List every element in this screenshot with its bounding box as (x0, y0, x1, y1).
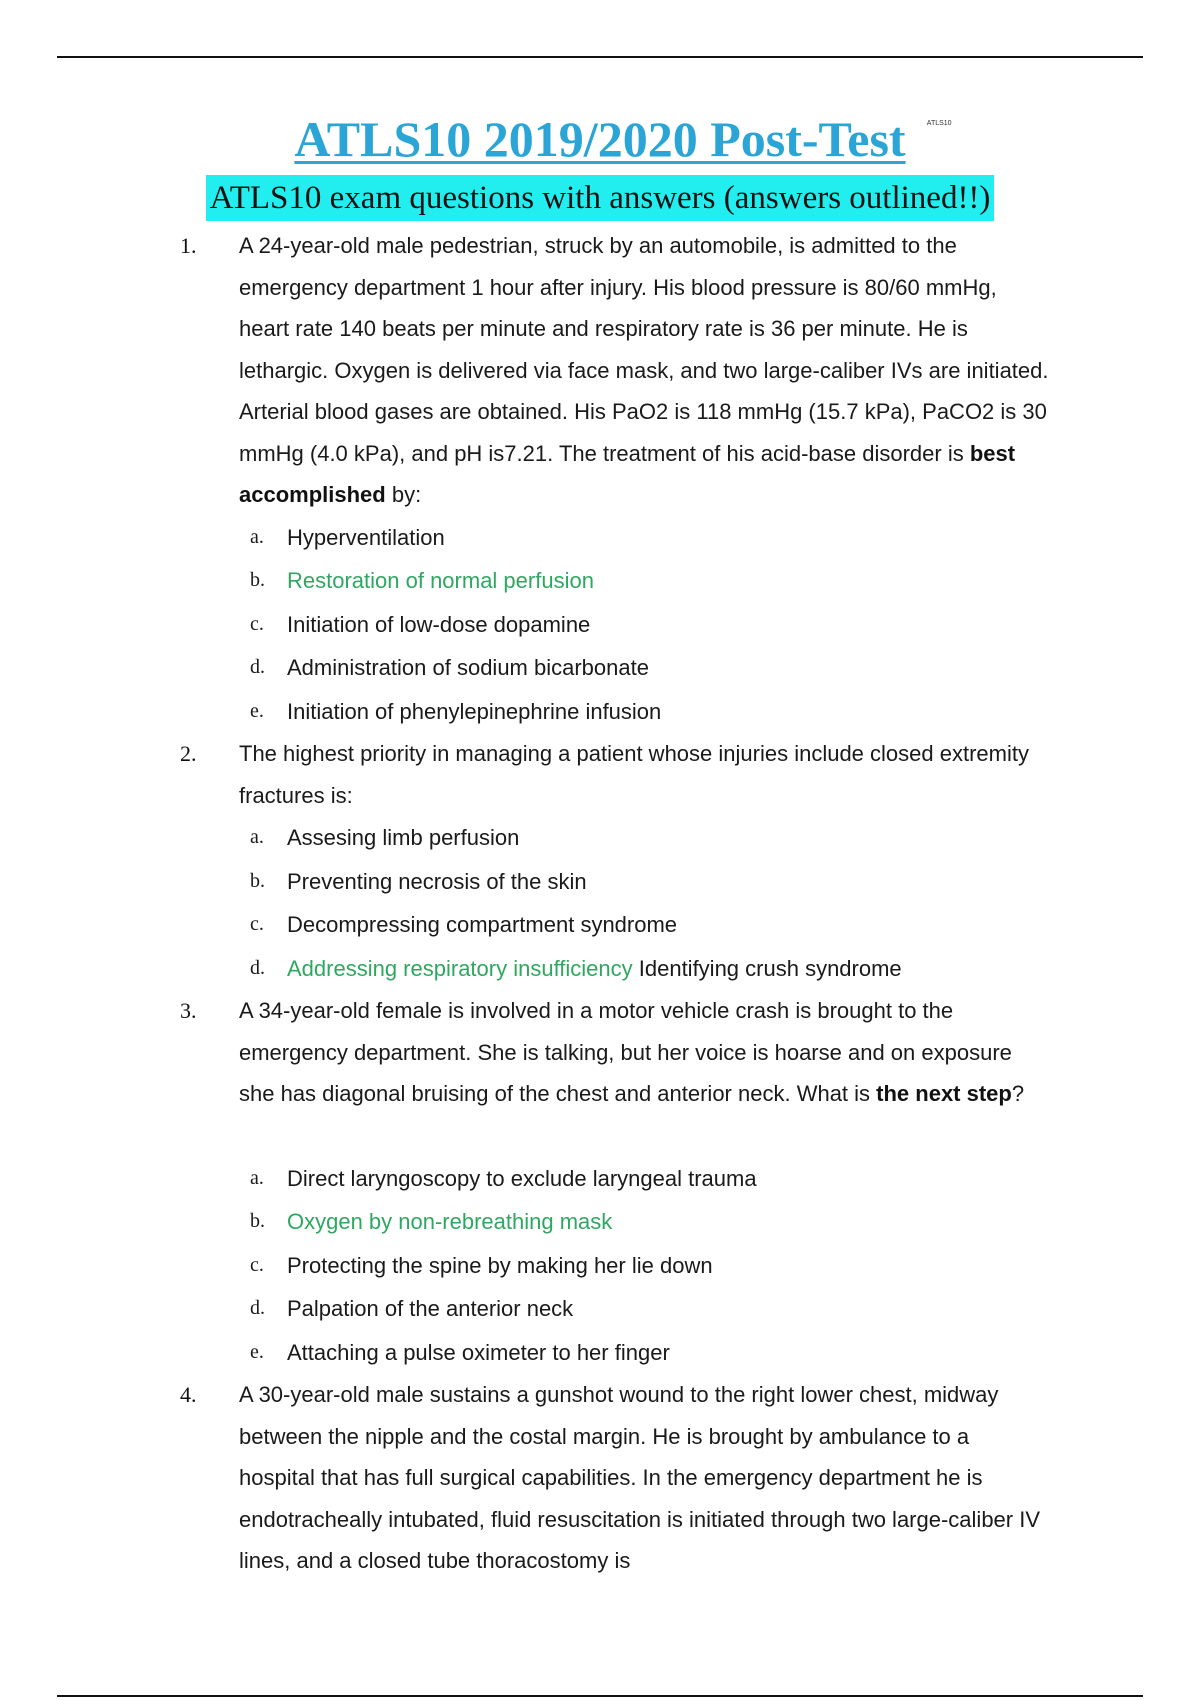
option-2a: a. Assesing limb perfusion (250, 825, 520, 850)
question-4 (0, 1374, 1200, 1582)
question-2 (0, 733, 1200, 816)
option-1d: d. Administration of sodium bicarbonate (250, 655, 649, 680)
option-1b-correct: b. Restoration of normal perfusion (250, 568, 594, 593)
bottom-rule (57, 1695, 1143, 1697)
question-number: 2. (180, 741, 197, 766)
option-2b: b. Preventing necrosis of the skin (250, 868, 587, 894)
question-text: A 24-year-old male pedestrian, struck by an automobile, is admitted to the emergency department 1 hour after injury. His blood pressure is 80/60 mmHg, heart rate 140 beats per minute and respiratory rate is 36 per minute. He is lethargic. Oxygen is delivered via face mask, and two large-caliber IVs are initiated. Arterial blood gases are obtained. His PaO2 is 118 mmHg (15.7 kPa), PaCO2 is 30 mmHg (4.0 kPa), and pH is7.21. The treatment of his acid-base disorder is best accomplished by: (239, 233, 1049, 507)
option-3b-correct: b. Oxygen by non-rebreathing mask (250, 1209, 613, 1234)
option-1c: c. Initiation of low-dose dopamine (250, 611, 591, 637)
question-1 (0, 225, 1200, 516)
title-block (0, 110, 1200, 168)
page-title: ATLS10 2019/2020 Post-Test ATLS10 (294, 111, 952, 167)
question-text: The highest priority in managing a patient whose injuries include closed extremity fractures is: (239, 741, 1029, 808)
question-list (0, 225, 1200, 1582)
question-number: 4. (180, 1382, 197, 1407)
question-text: A 34-year-old female is involved in a motor vehicle crash is brought to the emergency department. She is talking, but her voice is hoarse and on exposure she has diagonal bruising of the chest and anterior neck. What is the next step? (239, 998, 1025, 1106)
option-2d-correct: d. Addressing respiratory insufficiency Identifying crush syndrome (250, 955, 902, 981)
option-3c: c. Protecting the spine by making her lie down (250, 1252, 713, 1278)
option-1e: e. Initiation of phenylepinephrine infusion (250, 698, 662, 724)
option-3a: a. Direct laryngoscopy to exclude laryngeal trauma (250, 1165, 757, 1191)
option-3e: e. Attaching a pulse oximeter to her finger (250, 1339, 670, 1365)
option-1a: a. Hyperventilation (250, 524, 445, 550)
question-number: 3. (180, 998, 197, 1023)
top-rule (57, 56, 1143, 58)
question-number: 1. (180, 233, 197, 258)
subtitle-block (0, 175, 1200, 221)
option-2c: c. Decompressing compartment syndrome (250, 912, 678, 937)
spacer (0, 1115, 1200, 1157)
question-text: A 30-year-old male sustains a gunshot wound to the right lower chest, midway between the nipple and the costal margin. He is brought by ambulance to a hospital that has full surgical capabilities. In the emergency department he is endotracheally intubated, fluid resuscitation is initiated through two large-caliber IV lines, and a closed tube thoracostomy is (239, 1382, 1041, 1573)
question-3 (0, 990, 1200, 1115)
option-3d: d. Palpation of the anterior neck (250, 1296, 574, 1321)
page-subtitle: ATLS10 exam questions with answers (answers outlined!!) (206, 175, 995, 221)
title-tag: ATLS10 (926, 120, 952, 127)
